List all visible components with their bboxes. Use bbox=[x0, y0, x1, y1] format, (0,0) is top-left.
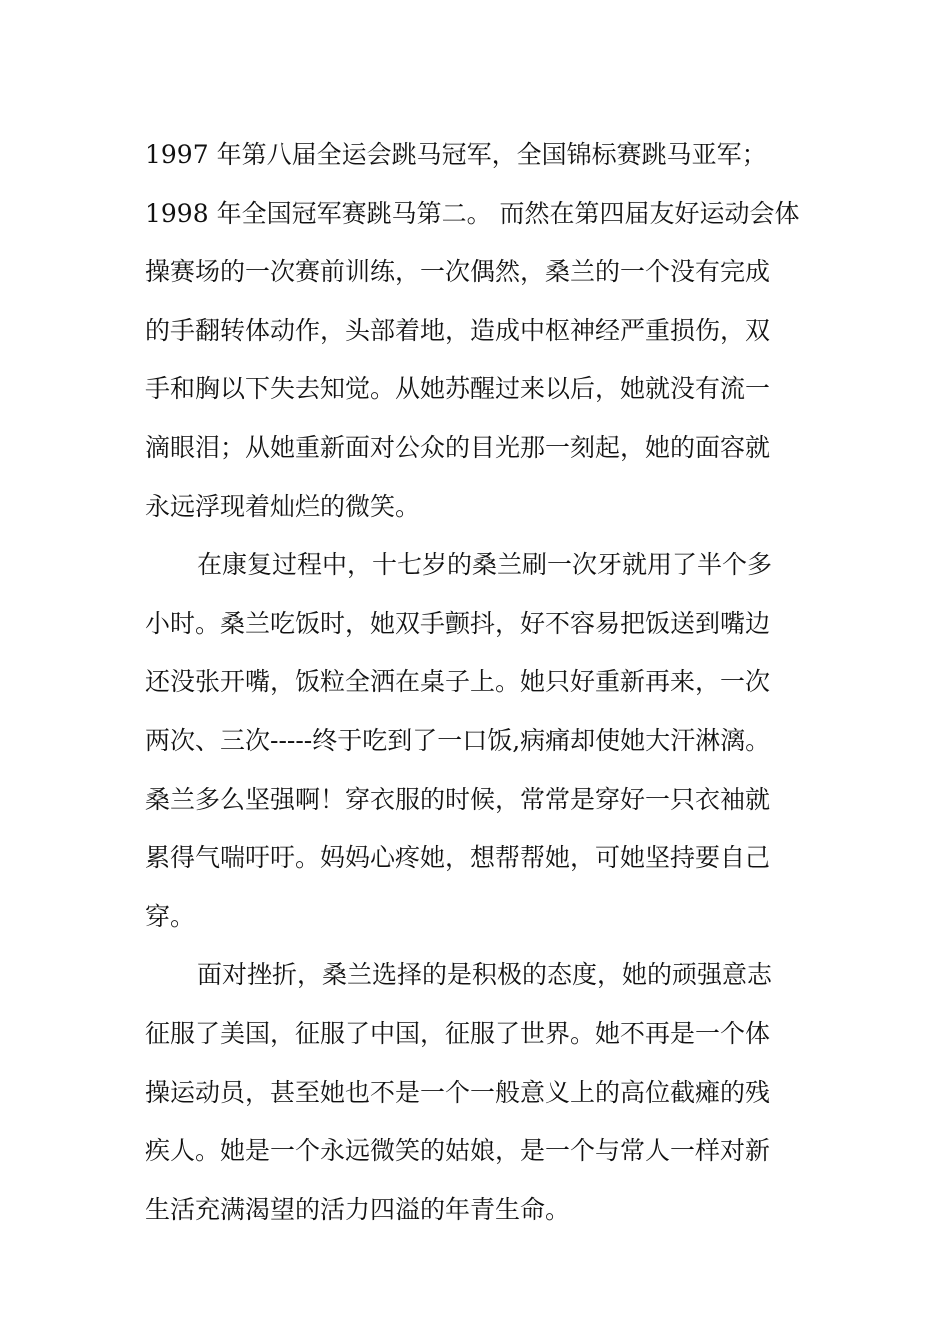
text-line: 的手翻转体动作，头部着地，造成中枢神经严重损伤，双 bbox=[145, 315, 771, 345]
text-line: 还没张开嘴，饭粒全洒在桌子上。她只好重新再来，一次 bbox=[145, 667, 771, 697]
text-line: 穿。 bbox=[145, 901, 196, 931]
text-line: 操赛场的一次赛前训练，一次偶然，桑兰的一个没有完成 bbox=[145, 257, 771, 287]
document-body bbox=[145, 126, 810, 1239]
text-line: 1998 年全国冠军赛跳马第二。 而然在第四届友好运动会体 bbox=[145, 198, 800, 228]
text-line: 手和胸以下失去知觉。从她苏醒过来以后，她就没有流一 bbox=[145, 374, 771, 404]
text-line: 两次、三次-----终于吃到了一口饭,病痛却使她大汗淋漓。 bbox=[145, 725, 771, 755]
paragraph-2 bbox=[145, 536, 810, 946]
text-line: 征服了美国，征服了中国，征服了世界。她不再是一个体 bbox=[145, 1018, 771, 1048]
paragraph-1 bbox=[145, 126, 810, 536]
paragraph-3 bbox=[145, 946, 810, 1239]
text-line: 面对挫折，桑兰选择的是积极的态度，她的顽强意志 bbox=[197, 960, 773, 990]
text-line: 累得气喘吁吁。妈妈心疼她，想帮帮她，可她坚持要自己 bbox=[145, 843, 771, 873]
text-line: 小时。桑兰吃饭时，她双手颤抖，好不容易把饭送到嘴边 bbox=[145, 608, 771, 638]
text-line: 操运动员，甚至她也不是一个一般意义上的高位截瘫的残 bbox=[145, 1077, 771, 1107]
text-line: 永远浮现着灿烂的微笑。 bbox=[145, 491, 421, 521]
text-line: 滴眼泪；从她重新面对公众的目光那一刻起，她的面容就 bbox=[145, 432, 771, 462]
text-line: 1997 年第八届全运会跳马冠军，全国锦标赛跳马亚军； bbox=[145, 140, 767, 169]
text-line: 疾人。她是一个永远微笑的姑娘，是一个与常人一样对新 bbox=[145, 1136, 771, 1166]
text-line: 在康复过程中，十七岁的桑兰刷一次牙就用了半个多 bbox=[197, 550, 773, 580]
text-line: 生活充满渴望的活力四溢的年青生命。 bbox=[145, 1194, 571, 1224]
text-line: 桑兰多么坚强啊！穿衣服的时候，常常是穿好一只衣袖就 bbox=[145, 784, 771, 814]
